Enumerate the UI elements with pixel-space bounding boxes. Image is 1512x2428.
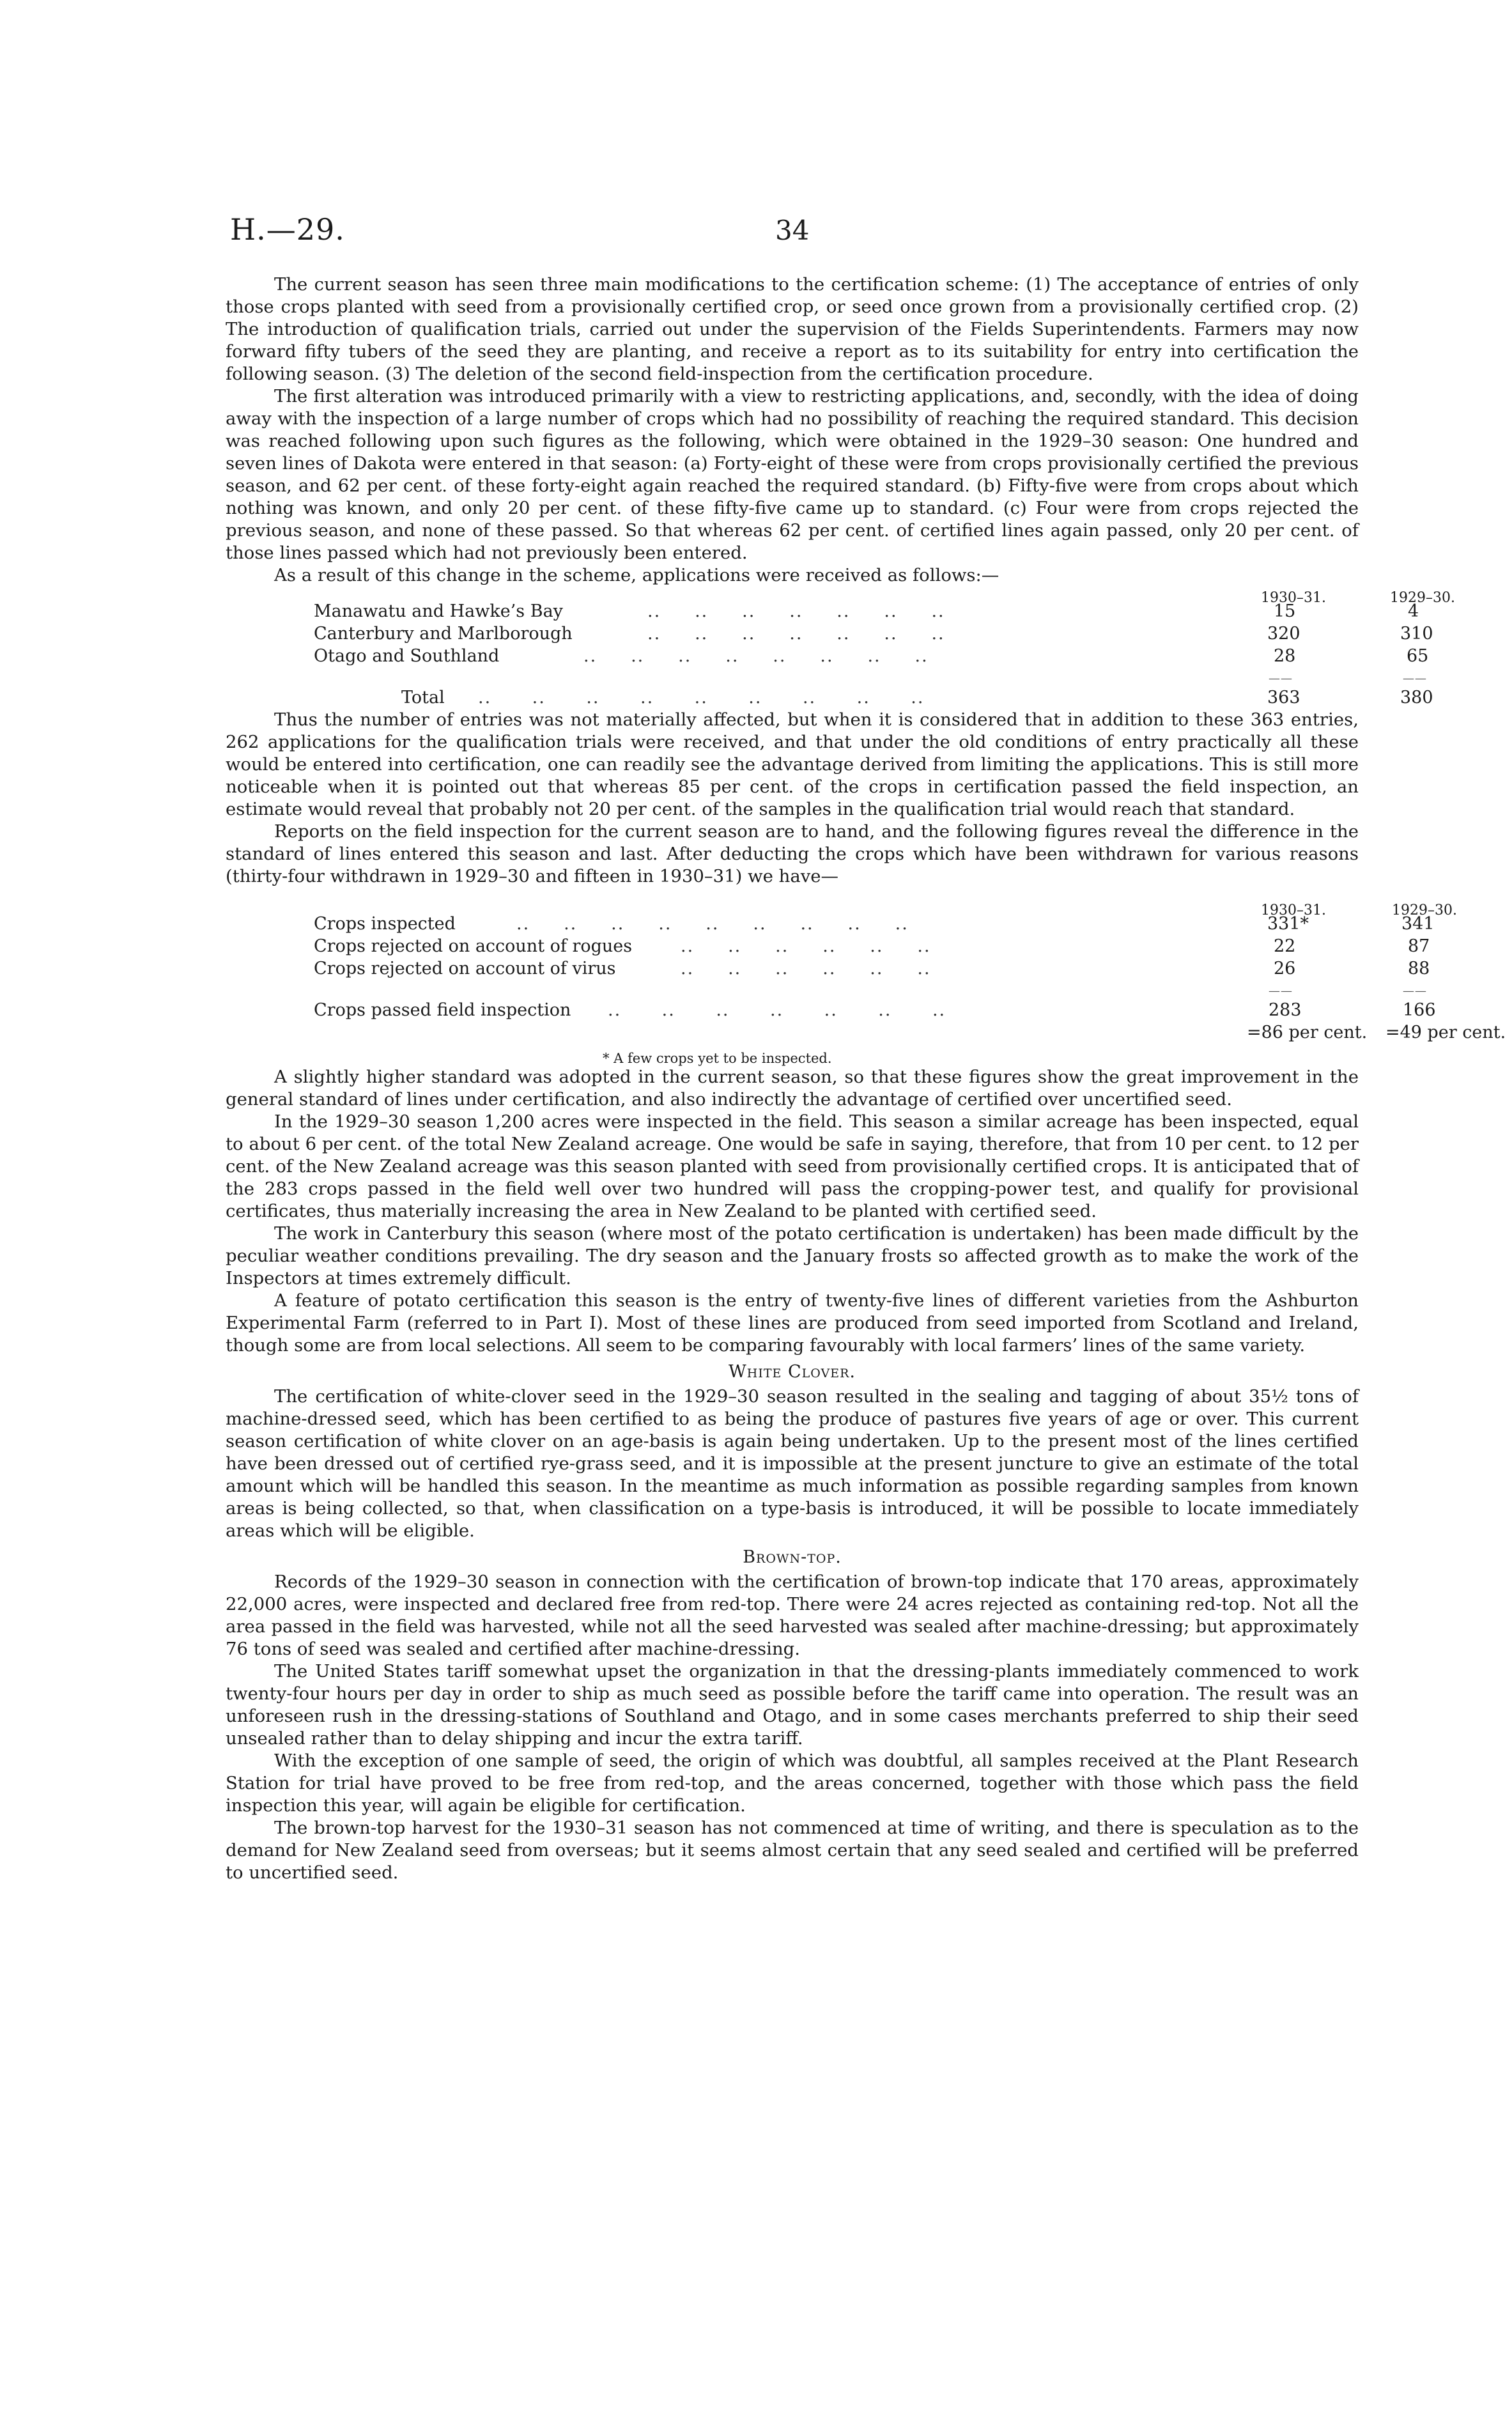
row-label: Crops inspected: [314, 914, 456, 934]
total-1930-31: 363: [1267, 688, 1300, 708]
paragraph: The work in Canterbury this season (where most of the potato certification is undertaken) has been made difficult by the peculiar weather conditions prevailing. The dry season and the January frosts so affected growth as to make the work of the Inspectors at times extremely difficult.: [226, 1223, 1359, 1288]
paragraph: A feature of potato certification this season is the entry of twenty-five lines of different varieties from the Ashburton Experimental Farm (referred to in Part I). Most of these lines are produced from seed imported from Scotland and Ireland, though some are from local selections. All seem to be comparing favourably with local farmers’ lines of the same variety.: [226, 1290, 1359, 1356]
value-1930-31: 28: [1274, 646, 1296, 666]
leader-dots: .. .. .. .. .. .. ..: [647, 601, 945, 621]
table-total-row: [226, 686, 1433, 709]
table-rule-row: [226, 980, 1427, 999]
total-label: Total: [401, 688, 445, 708]
sum-rule: ——: [1269, 672, 1293, 685]
leader-dots: .. .. .. .. .. .. .. .. ..: [478, 688, 925, 708]
value-1929-30: 65: [1407, 646, 1429, 666]
passed-1930-31: 283: [1269, 1000, 1302, 1020]
paragraph: The United States tariff somewhat upset the organization in that the dressing-plants immediately commenced to work twenty-four hours per day in order to ship as much seed as possible before the tariff came into operation. The result was an unforeseen rush in the dressing-stations of Southland and Otago, and in some cases merchants preferred to ship their seed unsealed rather than to delay shipping and incur the extra tariff.: [226, 1661, 1359, 1749]
row-label: Crops rejected on account of virus: [314, 959, 616, 978]
percent-1929-30: =49 per cent.: [1385, 1023, 1506, 1042]
paragraph: The first alteration was introduced primarily with a view to restricting applications, and, secondly, with the idea of doing away with the inspection of a large number of crops which had no possibility of reaching the required standard. This decision was reached following upon such figures as the following, which were obtained in the 1929–30 season: One hundred and seven lines of Dakota were entered in that season: (a) Forty-eight of these were from crops provisionally certified the previous season, and 62 per cent. of these forty-eight again reached the required standard. (b) Fifty-five were from crops about which nothing was known, and only 20 per cent. of these fifty-five came up to standard. (c) Four were from crops rejected the previous season, and none of these passed. So that whereas 62 per cent. of certified lines again passed, only 20 per cent. of those lines passed which had not previously been entered.: [226, 386, 1359, 563]
section-heading-white-clover: White Clover.: [729, 1362, 856, 1382]
leader-dots: .. .. .. .. .. ..: [681, 936, 931, 956]
table-row: [226, 622, 1433, 645]
sum-rule: ——: [1403, 984, 1427, 998]
leader-dots: .. .. .. .. .. .. .. .. ..: [516, 914, 909, 934]
footnote: * A few crops yet to be inspected.: [603, 1051, 832, 1066]
paragraph: With the exception of one sample of seed, the origin of which was doubtful, all samples received at the Plant Research Station for trial have proved to be free from red-top, and the areas concerned, together with those which pass the field inspection this year, will again be eligible for certification.: [226, 1751, 1359, 1816]
paragraph: The brown-top harvest for the 1930–31 season has not commenced at time of writing, and there is speculation as to the demand for New Zealand seed from overseas; but it seems almost certain that any seed sealed and certified will be preferred to uncertified seed.: [226, 1818, 1359, 1883]
table-row: [226, 913, 1435, 935]
value-1929-30: 341: [1401, 914, 1435, 934]
row-label: Manawatu and Hawke’s Bay: [314, 601, 563, 621]
row-label: Otago and Southland: [314, 646, 500, 666]
value-1929-30: 87: [1408, 936, 1430, 956]
field-inspection-table: [226, 899, 1506, 1066]
section-heading-brown-top: Brown-top.: [743, 1547, 842, 1567]
leader-dots: .. .. .. .. .. ..: [681, 959, 931, 978]
page-number: 34: [775, 215, 810, 246]
value-1930-31: 22: [1274, 936, 1296, 956]
value-1930-31: 331*: [1267, 914, 1309, 934]
column-header: 1929–30.: [1392, 902, 1457, 918]
value-1930-31: 320: [1267, 624, 1300, 644]
passed-1929-30: 166: [1403, 1000, 1436, 1020]
column-header: 1929–30.: [1390, 590, 1455, 606]
passed-label: Crops passed field inspection: [314, 1000, 571, 1020]
column-header: 1930–31.: [1261, 902, 1326, 918]
leader-dots: .. .. .. .. .. .. ..: [647, 624, 945, 644]
row-label: Canterbury and Marlborough: [314, 624, 573, 644]
paragraph: As a result of this change in the scheme, applications were received as follows:—: [274, 565, 999, 585]
leader-dots: .. .. .. .. .. .. .. ..: [583, 646, 929, 666]
table-row: [226, 935, 1430, 957]
table-rule-row: [226, 667, 1427, 686]
footnote-row: [226, 1044, 1359, 1066]
leader-dots: .. .. .. .. .. .. ..: [608, 1000, 946, 1020]
row-label: Crops rejected on account of rogues: [314, 936, 633, 956]
table-row: [226, 600, 1419, 622]
paragraph: The certification of white-clover seed in the 1929–30 season resulted in the sealing and tagging of about 35½ tons of machine-dressed seed, which has been certified to as being the produce of pastures five years of age or over. This current season certification of white clover on an age-basis is again being undertaken. Up to the present most of the lines certified have been dressed out of certified rye-grass seed, and it is impossible at the present juncture to give an estimate of the total amount which will be handled this season. In the meantime as much information as possible regarding samples from known areas is being collected, so that, when classification on a type-basis is introduced, it will be possible to locate immediately areas which will be eligible.: [226, 1386, 1359, 1541]
paragraph: In the 1929–30 season 1,200 acres were inspected in the field. This season a similar acreage has been inspected, equal to about 6 per cent. of the total New Zealand acreage. One would be safe in saying, therefore, that from 10 per cent. to 12 per cent. of the New Zealand acreage was this season planted with seed from provisionally certified crops. It is anticipated that of the 283 crops passed in the field well over two hundred will pass the cropping-power test, and qualify for provisional certificates, thus materially increasing the area in New Zealand to be planted with certified seed.: [226, 1111, 1359, 1221]
total-1929-30: 380: [1400, 688, 1433, 708]
value-1929-30: 4: [1408, 601, 1419, 621]
value-1929-30: 310: [1400, 624, 1433, 644]
table-row: [226, 957, 1430, 980]
applications-table: [226, 587, 1455, 709]
sum-rule: ——: [1403, 672, 1427, 685]
sum-rule: ——: [1269, 984, 1293, 998]
paragraph: The current season has seen three main modifications to the certification scheme: (1) The acceptance of entries of only those crops planted with seed from a provisionally certified crop, or seed once grown from a provisionally certified crop. (2) The introduction of qualification trials, carried out under the supervision of the Fields Superintendents. Farmers may now forward fifty tubers of the seed they are planting, and receive a report as to its suitability for entry into certification the following season. (3) The deletion of the second field-inspection from the certification procedure.: [226, 274, 1359, 384]
paragraph: A slightly higher standard was adopted in the current season, so that these figures show the great improvement in the general standard of lines under certification, and also indirectly the advantage of certified over uncertified seed.: [226, 1067, 1359, 1110]
paragraph: Thus the number of entries was not materially affected, but when it is considered that in addition to these 363 entries, 262 applications for the qualification trials were received, and that under the old conditions of entry practically all these would be entered into certification, one can readily see the advantage derived from limiting the applications. This is still more noticeable when it is pointed out that whereas 85 per cent. of the crops in certification passed the field inspection, an estimate would reveal that probably not 20 per cent. of the samples in the qualification trial would reach that standard.: [226, 709, 1359, 819]
value-1929-30: 88: [1408, 959, 1430, 978]
table-total-row: [226, 999, 1436, 1021]
running-head: H.—29.: [230, 212, 345, 247]
value-1930-31: 15: [1274, 601, 1296, 621]
table-percent-row: [226, 1021, 1506, 1044]
table-row: [226, 645, 1429, 667]
body-text: [226, 274, 1506, 1884]
value-1930-31: 26: [1274, 959, 1296, 978]
paragraph: Records of the 1929–30 season in connection with the certification of brown-top indicate that 170 areas, approximately 22,000 acres, were inspected and declared free from red-top. There were 24 acres rejected as containing red-top. Not all the area passed in the field was harvested, while not all the seed harvested was sealed after machine-dressing; but approximately 76 tons of seed was sealed and certified after machine-dressing.: [226, 1572, 1359, 1659]
paragraph: Reports on the field inspection for the current season are to hand, and the following figures reveal the difference in the standard of lines entered this season and last. After deducting the crops which have been withdrawn for various reasons (thirty-four withdrawn in 1929–30 and fifteen in 1930–31) we have—: [226, 821, 1359, 886]
percent-1930-31: =86 per cent.: [1247, 1023, 1368, 1042]
column-header: 1930–31.: [1261, 590, 1326, 606]
